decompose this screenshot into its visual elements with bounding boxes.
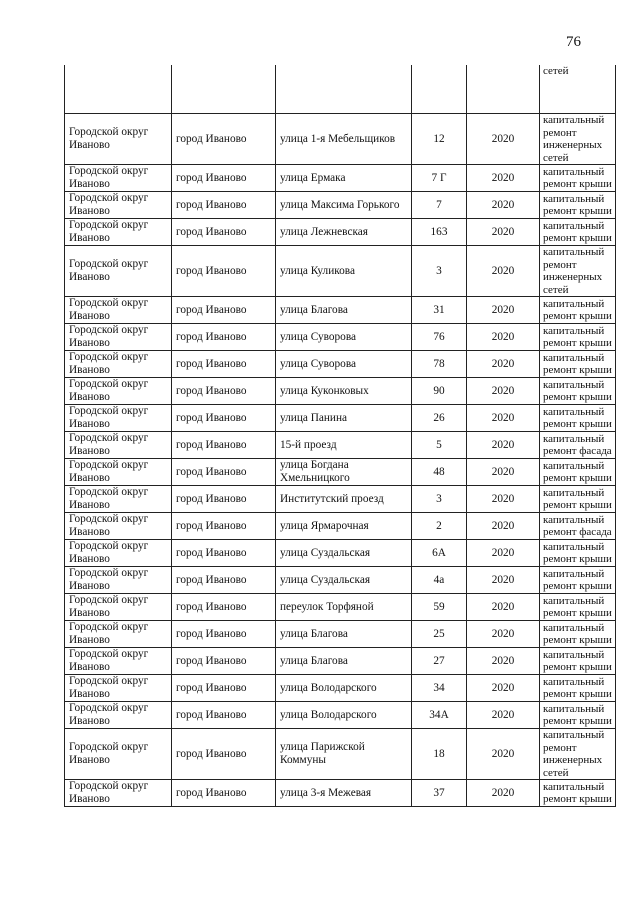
work-type-cell: капитальный ремонт крыши bbox=[540, 192, 616, 219]
street-cell: улица 1-я Мебельщиков bbox=[276, 114, 412, 165]
city-cell: город Иваново bbox=[172, 702, 276, 729]
house-cell: 2 bbox=[412, 513, 467, 540]
year-cell: 2020 bbox=[467, 378, 540, 405]
house-cell: 6А bbox=[412, 540, 467, 567]
work-type-cell: капитальный ремонт инженерных сетей bbox=[540, 114, 616, 165]
work-type-cell: капитальный ремонт инженерных сетей bbox=[540, 246, 616, 297]
house-cell: 27 bbox=[412, 648, 467, 675]
street-cell: улица Богдана Хмельницкого bbox=[276, 459, 412, 486]
district-cell: Городской округ Иваново bbox=[65, 165, 172, 192]
work-type-cell: капитальный ремонт крыши bbox=[540, 567, 616, 594]
house-cell: 59 bbox=[412, 594, 467, 621]
city-cell: город Иваново bbox=[172, 165, 276, 192]
street-cell: улица Володарского bbox=[276, 675, 412, 702]
work-type-cell: капитальный ремонт крыши bbox=[540, 648, 616, 675]
street-cell: улица Ермака bbox=[276, 165, 412, 192]
table-row bbox=[65, 378, 616, 405]
work-type-cell: капитальный ремонт крыши bbox=[540, 324, 616, 351]
work-type-cell: капитальный ремонт крыши bbox=[540, 165, 616, 192]
district-cell: Городской округ Иваново bbox=[65, 219, 172, 246]
year-cell: 2020 bbox=[467, 780, 540, 807]
table-row bbox=[65, 432, 616, 459]
house-cell: 18 bbox=[412, 729, 467, 780]
work-type-cell: капитальный ремонт крыши bbox=[540, 594, 616, 621]
street-cell: улица Парижской Коммуны bbox=[276, 729, 412, 780]
street-cell: улица Суворова bbox=[276, 324, 412, 351]
house-cell: 78 bbox=[412, 351, 467, 378]
continuation-row bbox=[65, 65, 616, 114]
work-type-cell: капитальный ремонт крыши bbox=[540, 459, 616, 486]
city-cell: город Иваново bbox=[172, 540, 276, 567]
district-cell: Городской округ Иваново bbox=[65, 324, 172, 351]
table-row bbox=[65, 567, 616, 594]
work-type-cell: капитальный ремонт крыши bbox=[540, 219, 616, 246]
table-row bbox=[65, 192, 616, 219]
city-cell: город Иваново bbox=[172, 513, 276, 540]
city-cell: город Иваново bbox=[172, 675, 276, 702]
year-cell: 2020 bbox=[467, 297, 540, 324]
year-cell bbox=[467, 65, 540, 114]
district-cell: Городской округ Иваново bbox=[65, 114, 172, 165]
house-cell: 31 bbox=[412, 297, 467, 324]
house-cell: 90 bbox=[412, 378, 467, 405]
street-cell: улица Панина bbox=[276, 405, 412, 432]
city-cell: город Иваново bbox=[172, 246, 276, 297]
city-cell: город Иваново bbox=[172, 297, 276, 324]
work-type-cell: капитальный ремонт крыши bbox=[540, 405, 616, 432]
year-cell: 2020 bbox=[467, 540, 540, 567]
house-cell: 26 bbox=[412, 405, 467, 432]
work-type-cell: капитальный ремонт крыши bbox=[540, 486, 616, 513]
city-cell: город Иваново bbox=[172, 780, 276, 807]
year-cell: 2020 bbox=[467, 459, 540, 486]
street-cell: 15-й проезд bbox=[276, 432, 412, 459]
house-cell: 5 bbox=[412, 432, 467, 459]
district-cell: Городской округ Иваново bbox=[65, 780, 172, 807]
district-cell: Городской округ Иваново bbox=[65, 729, 172, 780]
district-cell: Городской округ Иваново bbox=[65, 378, 172, 405]
district-cell: Городской округ Иваново bbox=[65, 405, 172, 432]
house-cell: 163 bbox=[412, 219, 467, 246]
year-cell: 2020 bbox=[467, 165, 540, 192]
district-cell: Городской округ Иваново bbox=[65, 459, 172, 486]
year-cell: 2020 bbox=[467, 675, 540, 702]
city-cell: город Иваново bbox=[172, 567, 276, 594]
street-cell: улица 3-я Межевая bbox=[276, 780, 412, 807]
district-cell: Городской округ Иваново bbox=[65, 594, 172, 621]
city-cell: город Иваново bbox=[172, 378, 276, 405]
district-cell: Городской округ Иваново bbox=[65, 351, 172, 378]
table-row bbox=[65, 648, 616, 675]
city-cell: город Иваново bbox=[172, 432, 276, 459]
district-cell: Городской округ Иваново bbox=[65, 192, 172, 219]
house-cell: 4а bbox=[412, 567, 467, 594]
district-cell: Городской округ Иваново bbox=[65, 675, 172, 702]
year-cell: 2020 bbox=[467, 621, 540, 648]
house-cell: 7 Г bbox=[412, 165, 467, 192]
year-cell: 2020 bbox=[467, 702, 540, 729]
table-row bbox=[65, 621, 616, 648]
year-cell: 2020 bbox=[467, 432, 540, 459]
year-cell: 2020 bbox=[467, 219, 540, 246]
district-cell: Городской округ Иваново bbox=[65, 513, 172, 540]
city-cell: город Иваново bbox=[172, 486, 276, 513]
city-cell: город Иваново bbox=[172, 324, 276, 351]
table-row bbox=[65, 513, 616, 540]
house-cell: 34А bbox=[412, 702, 467, 729]
street-cell: улица Володарского bbox=[276, 702, 412, 729]
year-cell: 2020 bbox=[467, 114, 540, 165]
district-cell: Городской округ Иваново bbox=[65, 567, 172, 594]
year-cell: 2020 bbox=[467, 324, 540, 351]
street-cell: улица Ярмарочная bbox=[276, 513, 412, 540]
table-row bbox=[65, 702, 616, 729]
house-cell: 48 bbox=[412, 459, 467, 486]
work-type-cell: капитальный ремонт крыши bbox=[540, 621, 616, 648]
work-type-cell: капитальный ремонт крыши bbox=[540, 297, 616, 324]
street-cell: улица Благова bbox=[276, 297, 412, 324]
year-cell: 2020 bbox=[467, 594, 540, 621]
work-type-cell: капитальный ремонт инженерных сетей bbox=[540, 729, 616, 780]
table-row bbox=[65, 297, 616, 324]
house-cell: 76 bbox=[412, 324, 467, 351]
city-cell: город Иваново bbox=[172, 648, 276, 675]
house-cell: 37 bbox=[412, 780, 467, 807]
street-cell: Институтский проезд bbox=[276, 486, 412, 513]
street-cell: улица Благова bbox=[276, 621, 412, 648]
table-row bbox=[65, 351, 616, 378]
work-type-cell: капитальный ремонт крыши bbox=[540, 378, 616, 405]
year-cell: 2020 bbox=[467, 648, 540, 675]
table-row bbox=[65, 675, 616, 702]
district-cell: Городской округ Иваново bbox=[65, 648, 172, 675]
house-cell: 25 bbox=[412, 621, 467, 648]
work-type-cell: капитальный ремонт фасада bbox=[540, 432, 616, 459]
table-row bbox=[65, 486, 616, 513]
city-cell: город Иваново bbox=[172, 219, 276, 246]
city-cell: город Иваново bbox=[172, 459, 276, 486]
table-row bbox=[65, 594, 616, 621]
table-row bbox=[65, 540, 616, 567]
table-row bbox=[65, 780, 616, 807]
work-type-cell: капитальный ремонт крыши bbox=[540, 780, 616, 807]
street-cell: улица Лежневская bbox=[276, 219, 412, 246]
street-cell: улица Максима Горького bbox=[276, 192, 412, 219]
district-cell: Городской округ Иваново bbox=[65, 246, 172, 297]
street-cell: улица Благова bbox=[276, 648, 412, 675]
city-cell: город Иваново bbox=[172, 621, 276, 648]
table-row bbox=[65, 219, 616, 246]
work-type-cell: капитальный ремонт крыши bbox=[540, 351, 616, 378]
work-type-cell: сетей bbox=[540, 65, 616, 114]
house-cell: 12 bbox=[412, 114, 467, 165]
year-cell: 2020 bbox=[467, 405, 540, 432]
city-cell: город Иваново bbox=[172, 405, 276, 432]
street-cell: улица Куконковых bbox=[276, 378, 412, 405]
house-cell: 7 bbox=[412, 192, 467, 219]
street-cell: улица Куликова bbox=[276, 246, 412, 297]
city-cell: город Иваново bbox=[172, 351, 276, 378]
work-type-cell: капитальный ремонт крыши bbox=[540, 675, 616, 702]
table-row bbox=[65, 324, 616, 351]
city-cell bbox=[172, 65, 276, 114]
year-cell: 2020 bbox=[467, 246, 540, 297]
district-cell bbox=[65, 65, 172, 114]
year-cell: 2020 bbox=[467, 486, 540, 513]
city-cell: город Иваново bbox=[172, 192, 276, 219]
district-cell: Городской округ Иваново bbox=[65, 702, 172, 729]
year-cell: 2020 bbox=[467, 729, 540, 780]
house-cell: 3 bbox=[412, 486, 467, 513]
work-type-cell: капитальный ремонт фасада bbox=[540, 513, 616, 540]
page-number: 76 bbox=[566, 34, 581, 50]
house-cell: 3 bbox=[412, 246, 467, 297]
table-row bbox=[65, 405, 616, 432]
district-cell: Городской округ Иваново bbox=[65, 432, 172, 459]
work-type-cell: капитальный ремонт крыши bbox=[540, 702, 616, 729]
district-cell: Городской округ Иваново bbox=[65, 540, 172, 567]
work-type-cell: капитальный ремонт крыши bbox=[540, 540, 616, 567]
city-cell: город Иваново bbox=[172, 729, 276, 780]
table-row bbox=[65, 459, 616, 486]
house-cell bbox=[412, 65, 467, 114]
street-cell: улица Суздальская bbox=[276, 567, 412, 594]
street-cell: улица Суздальская bbox=[276, 540, 412, 567]
year-cell: 2020 bbox=[467, 567, 540, 594]
table-row bbox=[65, 165, 616, 192]
year-cell: 2020 bbox=[467, 513, 540, 540]
table-row bbox=[65, 729, 616, 780]
year-cell: 2020 bbox=[467, 192, 540, 219]
street-cell bbox=[276, 65, 412, 114]
street-cell: улица Суворова bbox=[276, 351, 412, 378]
year-cell: 2020 bbox=[467, 351, 540, 378]
house-cell: 34 bbox=[412, 675, 467, 702]
street-cell: переулок Торфяной bbox=[276, 594, 412, 621]
city-cell: город Иваново bbox=[172, 114, 276, 165]
district-cell: Городской округ Иваново bbox=[65, 621, 172, 648]
repair-schedule-table bbox=[64, 65, 616, 807]
table-row bbox=[65, 114, 616, 165]
district-cell: Городской округ Иваново bbox=[65, 486, 172, 513]
table-row bbox=[65, 246, 616, 297]
district-cell: Городской округ Иваново bbox=[65, 297, 172, 324]
city-cell: город Иваново bbox=[172, 594, 276, 621]
